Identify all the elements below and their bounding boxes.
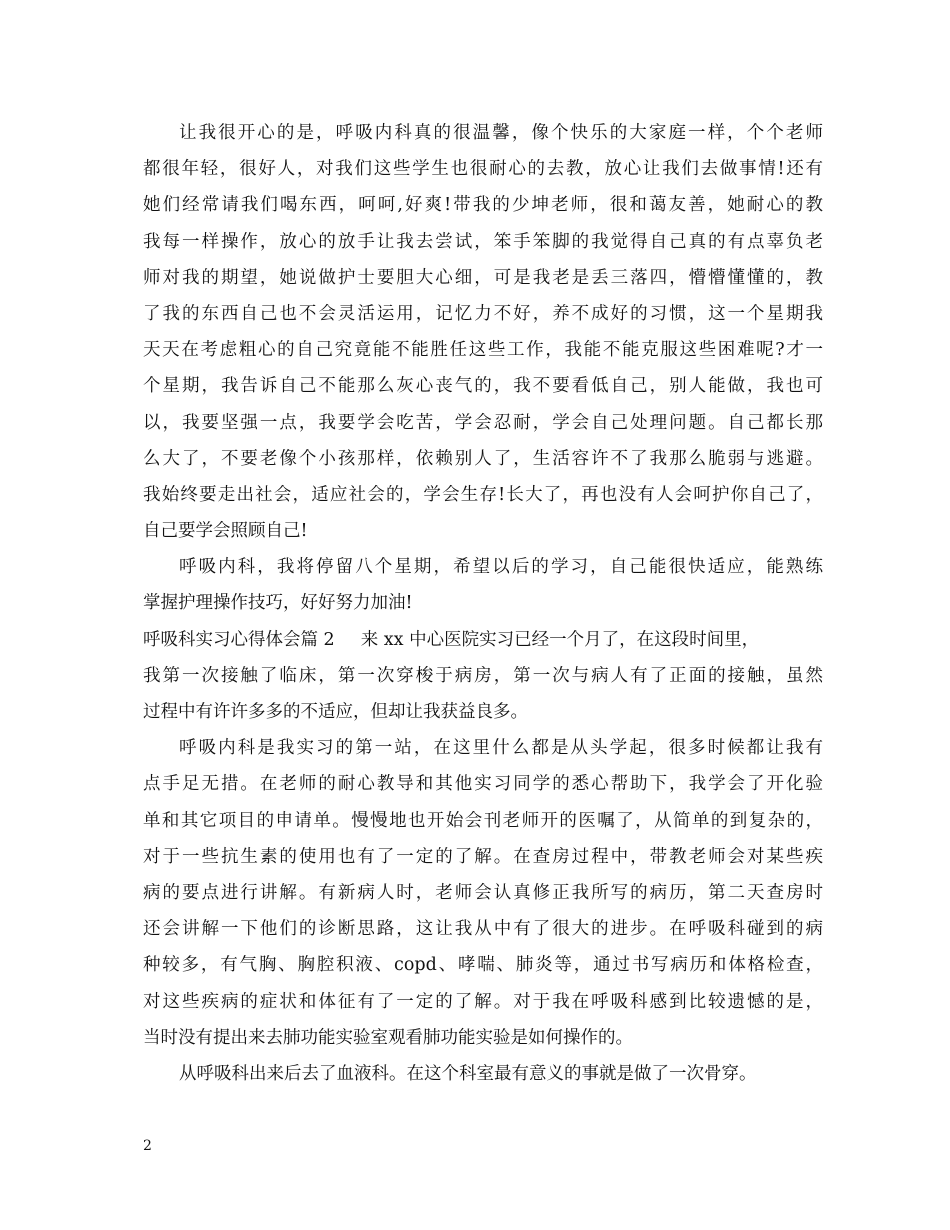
- text-line: 以，我要坚强一点，我要学会吃苦，学会忍耐，学会自己处理问题。自己都长那: [143, 412, 823, 433]
- page-number: 2: [143, 1138, 152, 1154]
- text-line: 师对我的期望，她说做护士要胆大心细，可是我老是丢三落四，懵懵懂懂的，教: [143, 267, 823, 288]
- text-line: 还会讲解一下他们的诊断思路，这让我从中有了很大的进步。在呼吸科碰到的病: [143, 919, 823, 940]
- text-line: 种较多，有气胸、胸腔积液、copd、哮喘、肺炎等，通过书写病历和体格检查，: [143, 955, 823, 976]
- text-line: 过程中有许许多多的不适应，但却让我获益良多。: [143, 702, 528, 722]
- text-line: 我始终要走出社会，适应社会的，学会生存!长大了，再也没有人会呵护你自己了，: [143, 484, 823, 505]
- document-body: [143, 115, 823, 1092]
- text-line: 对于一些抗生素的使用也有了一定的了解。在查房过程中，带教老师会对某些疾: [143, 846, 823, 867]
- paragraph-5: [143, 1056, 823, 1092]
- text-line: 从呼吸科出来后去了血液科。在这个科室最有意义的事就是做了一次骨穿。: [179, 1063, 757, 1084]
- text-line: 掌握护理操作技巧，好好努力加油!: [143, 593, 413, 614]
- text-line: 点手足无措。在老师的耐心教导和其他实习同学的悉心帮助下，我学会了开化验: [143, 774, 823, 795]
- section-heading: 呼吸科实习心得体会篇 2: [143, 629, 335, 650]
- text-line: 让我很开心的是，呼吸内科真的很温馨，像个快乐的大家庭一样，个个老师: [179, 123, 823, 143]
- heading-line-rest: 来 xx 中心医院实习已经一个月了，在这段时间里，: [360, 629, 760, 650]
- text-line: 个星期，我告诉自己不能那么灰心丧气的，我不要看低自己，别人能做，我也可: [143, 376, 823, 397]
- paragraph-2: [143, 549, 823, 621]
- text-line: 了我的东西自己也不会灵活运用，记忆力不好，养不成好的习惯，这一个星期我: [143, 303, 823, 324]
- paragraph-4: [143, 730, 823, 1056]
- text-line: 我每一样操作，放心的放手让我去尝试，笨手笨脚的我觉得自己真的有点辜负老: [143, 231, 823, 252]
- paragraph-3: [143, 622, 823, 731]
- text-line: 自己要学会照顾自己!: [143, 521, 308, 542]
- text-line: 呼吸内科是我实习的第一站，在这里什么都是从头学起，很多时候都让我有: [179, 738, 823, 759]
- text-line: 对这些疾病的症状和体征有了一定的了解。对于我在呼吸科感到比较遗憾的是，: [143, 991, 823, 1012]
- text-line: 单和其它项目的申请单。慢慢地也开始会刊老师开的医嘱了，从简单的到复杂的，: [143, 810, 823, 831]
- paragraph-1: [143, 115, 823, 549]
- text-line: 天天在考虑粗心的自己究竟能不能胜任这些工作，我能不能克服这些困难呢?才一: [143, 340, 823, 361]
- heading-line: [143, 622, 823, 658]
- text-line: 病的要点进行讲解。有新病人时，老师会认真修正我所写的病历，第二天查房时: [143, 882, 823, 903]
- text-line: 呼吸内科，我将停留八个星期，希望以后的学习，自己能很快适应，能熟练: [179, 557, 823, 578]
- text-line: 都很年轻，很好人，对我们这些学生也很耐心的去教，放心让我们去做事情!还有: [143, 159, 823, 180]
- text-line: 么大了，不要老像个小孩那样，依赖别人了，生活容许不了我那么脆弱与逃避。: [143, 448, 823, 469]
- text-line: 我第一次接触了临床，第一次穿梭于病房，第一次与病人有了正面的接触，虽然: [143, 665, 823, 686]
- text-line: 当时没有提出来去肺功能实验室观看肺功能实验是如何操作的。: [143, 1027, 633, 1048]
- text-line: 她们经常请我们喝东西，呵呵,好爽!带我的少坤老师，很和蔼友善，她耐心的教: [143, 195, 823, 216]
